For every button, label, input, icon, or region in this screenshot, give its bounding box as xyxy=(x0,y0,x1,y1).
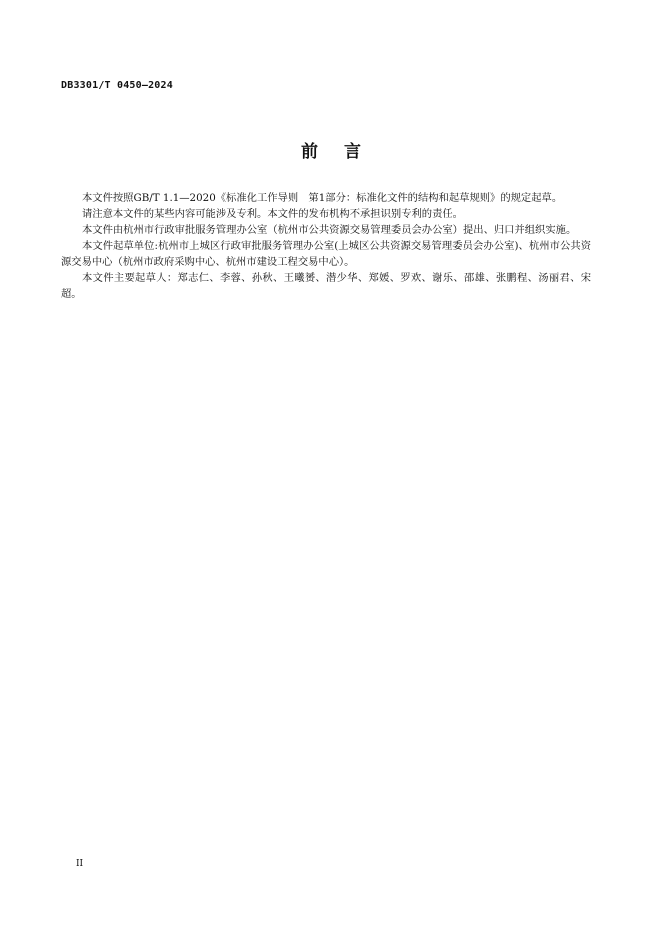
section-title: 前言 xyxy=(301,142,387,162)
foreword-body xyxy=(61,190,591,302)
page-number: II xyxy=(76,859,84,869)
document-code: DB3301/T 0450—2024 xyxy=(61,80,173,91)
paragraph-drafters: 本文件主要起草人：郑志仁、李蓉、孙秋、王曦赟、潜少华、郑媛、罗欢、谢乐、邵雄、张鹏程、汤丽君、宋超。 xyxy=(61,272,591,300)
paragraph-drafting-units: 本文件起草单位:杭州市上城区行政审批服务管理办公室(上城区公共资源交易管理委员会办公室)、杭州市公共资源交易中心（杭州市政府采购中心、杭州市建设工程交易中心）。 xyxy=(61,240,591,268)
paragraph-patent-notice: 请注意本文件的某些内容可能涉及专利。本文件的发布机构不承担识别专利的责任。 xyxy=(82,208,463,220)
paragraph-proposer: 本文件由杭州市行政审批服务管理办公室（杭州市公共资源交易管理委员会办公室）提出、归口并组织实施。 xyxy=(82,224,577,236)
paragraph-drafting-rules: 本文件按照GB/T 1.1—2020《标准化工作导则 第1部分：标准化文件的结构和起草规则》的规定起草。 xyxy=(82,192,563,204)
